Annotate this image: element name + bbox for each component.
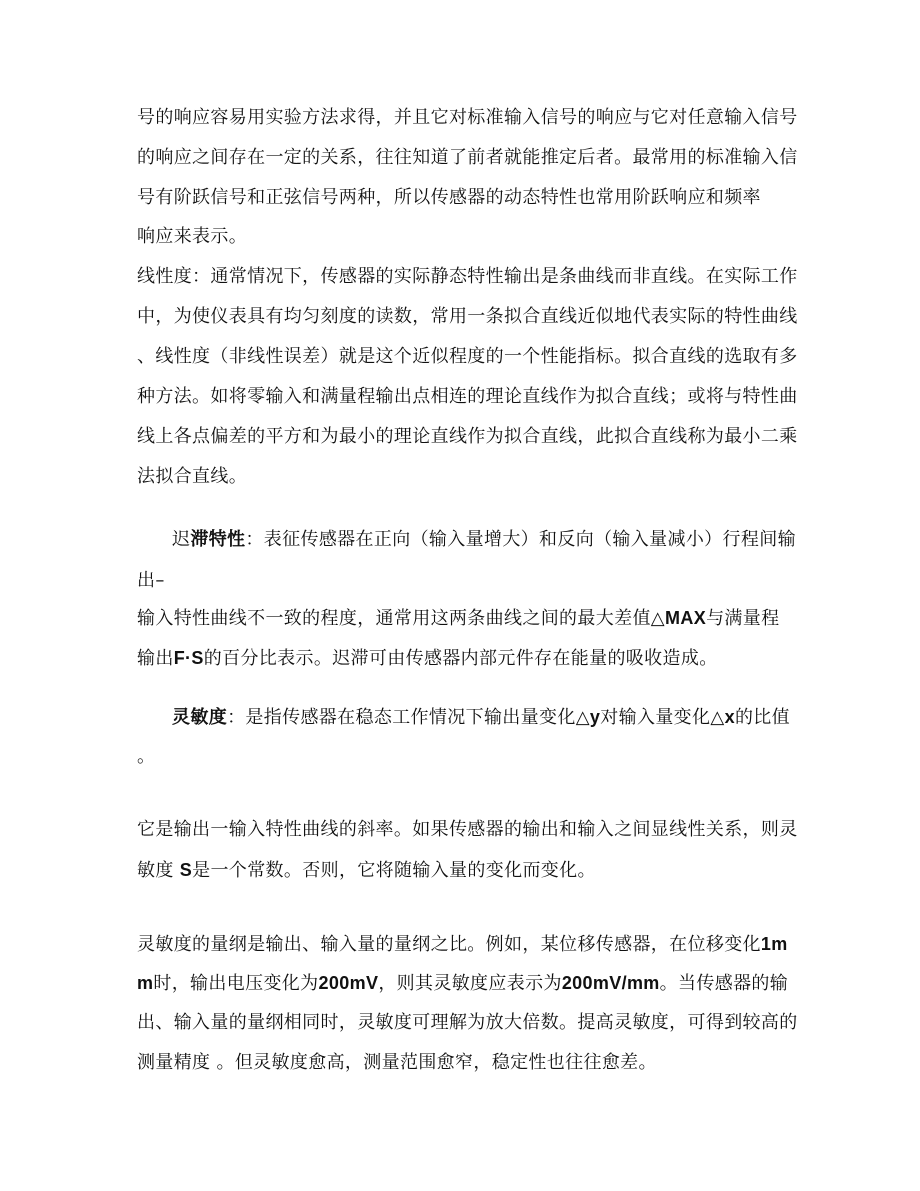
value-m: m [137,973,154,993]
para3-line4-tail: 的百分比表示。迟滞可由传感器内部元件存在能量的吸收造成。 [203,648,718,669]
para4-line1-tail: 的比值 [734,707,791,728]
para6-line1-text: 灵敏度的量纲是输出、输入量的量纲之比。例如，某位移传感器，在位移变化 [137,934,761,955]
para6-line3: 出、输入量的量纲相同时，灵敏度可理解为放大倍数。提高灵敏度，可得到较高的 [137,1012,798,1033]
term-sensitivity: 灵敏度 [172,707,228,727]
para3-line3-text: 输入特性曲线不一致的程度，通常用这两条曲线之间的最大差值△ [137,608,665,629]
term-hysteresis: 滞特性 [190,529,246,549]
para1-line2: 的响应之间存在一定的关系，往往知道了前者就能推定后者。最常用的标准输入信 [137,147,798,168]
symbol-x: x [724,707,735,727]
para5-line1: 它是输出一输入特性曲线的斜率。如果传感器的输出和输入之间显线性关系，则灵 [137,819,798,840]
value-1m: 1m [760,934,788,954]
symbol-s: S [179,860,193,880]
value-200mv: 200mV [318,973,379,993]
value-200mv-per-mm: 200mV/mm [561,973,660,993]
symbol-fs: F·S [173,648,204,668]
para3-line4 [137,646,718,671]
para4-line1 [172,705,790,730]
para5-line2-tail: 是一个常数。否则，它将随输入量的变化而变化。 [192,860,596,881]
para3-line3 [137,606,779,631]
symbol-y: y [589,707,601,727]
para2-line4: 种方法。如将零输入和满量程输出点相连的理论直线作为拟合直线；或将与特性曲 [137,386,798,407]
term-hysteresis-prefix: 迟 [172,529,191,550]
para3-line3-tail: 与满量程 [706,608,780,629]
para5-line2-text: 敏度 [137,860,180,881]
para6-line2-tail: 。当传感器的输 [659,973,789,994]
para1-line3: 号有阶跃信号和正弦信号两种，所以传感器的动态特性也常用阶跃响应和频率 [137,187,761,208]
para2-line1: 线性度：通常情况下，传感器的实际静态特性输出是条曲线而非直线。在实际工作 [137,266,798,287]
para3-line1-text: ：表征传感器在正向（输入量增大）和反向（输入量减小）行程间输 [245,529,796,550]
para2-line6: 法拟合直线。 [137,466,248,487]
para6-line2-mid: ，则其灵敏度应表示为 [378,973,562,994]
para6-line4: 测量精度 。但灵敏度愈高，测量范围愈窄，稳定性也往往愈差。 [137,1052,657,1073]
para3-line1 [172,527,796,552]
symbol-max: MAX [665,608,707,628]
para5-line2 [137,858,596,883]
para1-line4: 响应来表示。 [137,226,248,247]
para1-line1: 号的响应容易用实验方法求得，并且它对标准输入信号的响应与它对任意输入信号 [137,107,798,128]
para6-line2-text: 时，输出电压变化为 [153,973,319,994]
para6-line2 [137,971,788,996]
para4-line2: 。 [137,746,156,767]
para2-line3: 、线性度（非线性误差）就是这个近似程度的一个性能指标。拟合直线的选取有多 [137,346,798,367]
para6-line1 [137,932,788,957]
para2-line5: 线上各点偏差的平方和为最小的理论直线作为拟合直线，此拟合直线称为最小二乘 [137,426,798,447]
para4-line1-text: ：是指传感器在稳态工作情况下输出量变化△ [227,707,590,728]
para2-line2: 中，为使仪表具有均匀刻度的读数，常用一条拟合直线近似地代表实际的特性曲线 [137,306,798,327]
para3-line2: 出– [137,570,165,591]
para3-line4-text: 输出 [137,648,174,669]
para4-line1-mid: 对输入量变化△ [600,707,725,728]
